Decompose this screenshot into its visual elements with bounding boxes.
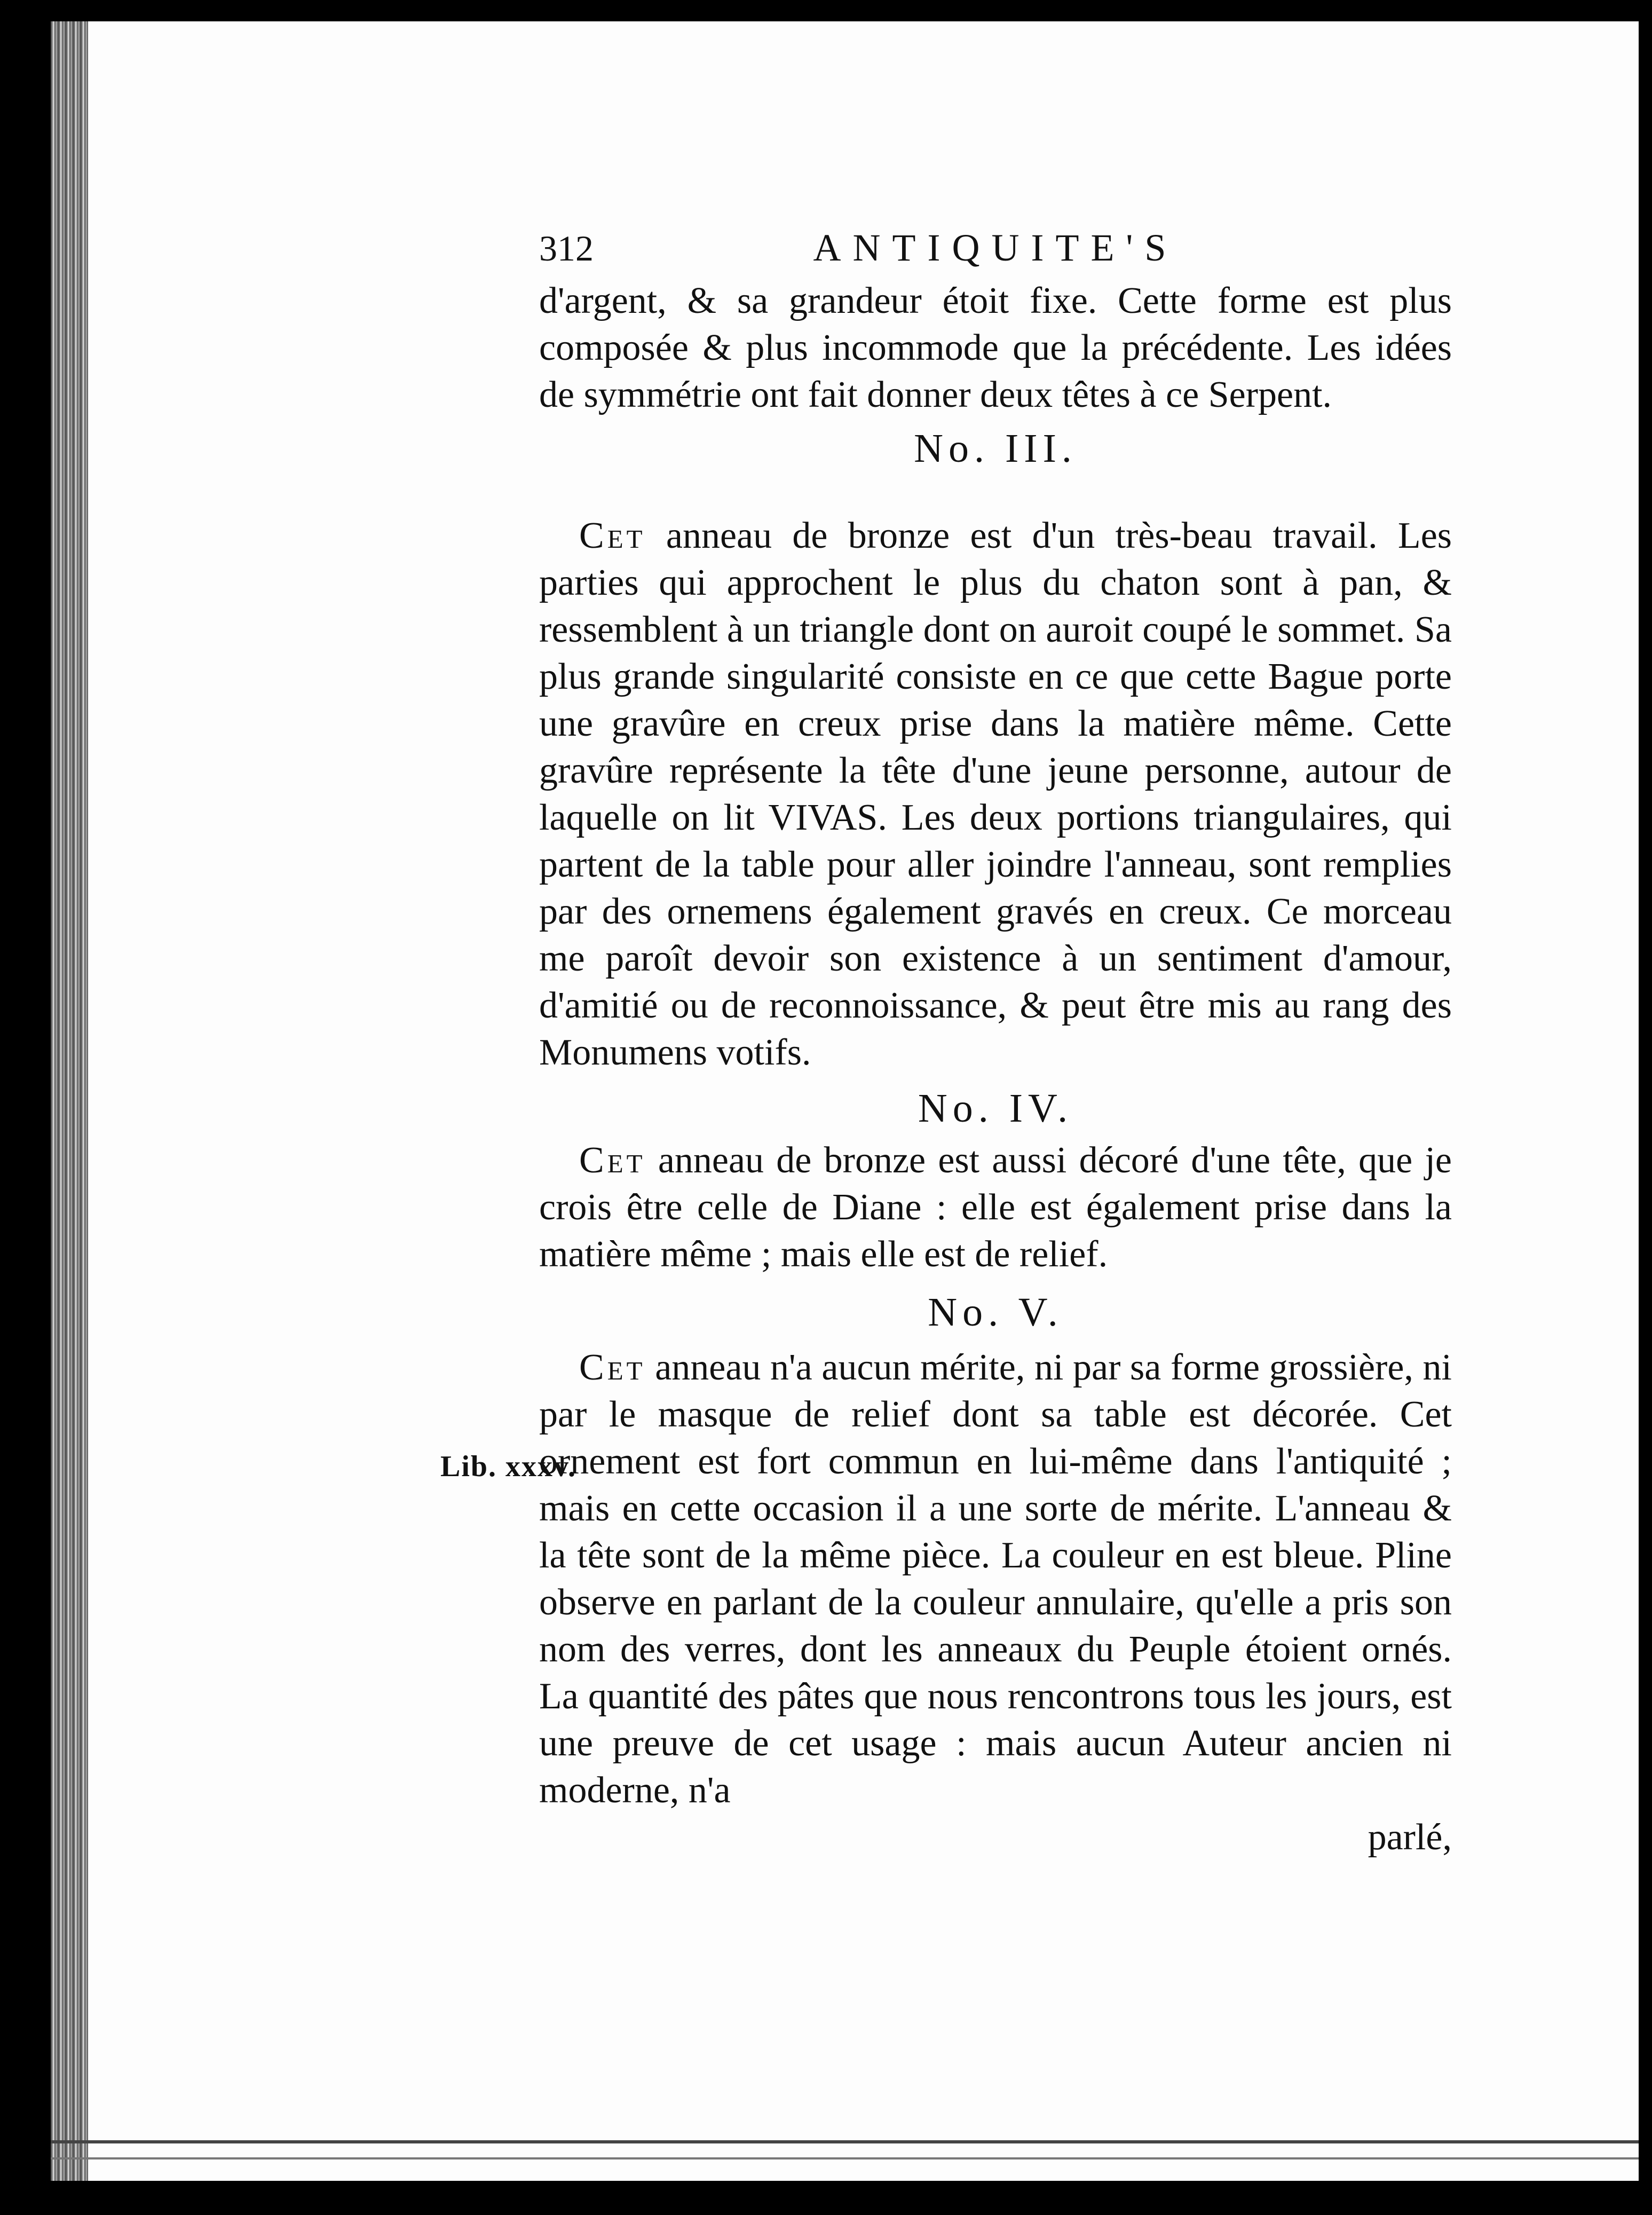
intro-paragraph: d'argent, & sa grandeur étoit fixe. Cette forme est plus composée & plus incommode que la précédente. Les idées de symmétrie ont fait donner deux têtes à ce Serpent. bbox=[539, 280, 1452, 415]
section-paragraph-5 bbox=[539, 1344, 1452, 1814]
section-heading-3: No. III. bbox=[914, 426, 1077, 471]
catchword: parlé, bbox=[1368, 1817, 1452, 1858]
page-bottom-edge bbox=[51, 2140, 1639, 2143]
main-text-column bbox=[539, 224, 1452, 1861]
paragraph-lead-word: Cet bbox=[579, 1140, 646, 1181]
section-paragraph-3 bbox=[539, 513, 1452, 1076]
running-head bbox=[539, 224, 1452, 278]
section-heading-4: No. IV. bbox=[918, 1086, 1073, 1131]
paragraph-text: anneau de bronze est aussi décoré d'une tête, que je crois être celle de Diane : elle est également prise dans la matière même ; mais elle est de relief. bbox=[539, 1140, 1452, 1275]
page-spine-edge bbox=[51, 21, 88, 2181]
paragraph-text: anneau de bronze est d'un très-beau travail. Les parties qui approchent le plus du chaton sont à pan, & ressemblent à un triangle dont on auroit coupé le sommet. Sa plus grande singularité consiste en ce que cette Bague porte une gravûre en creux prise dans la matière même. Cette gravûre représente la tête d'une jeune personne, autour de laquelle on lit VIVAS. Les deux portions triangulaires, qui partent de la table pour aller joindre l'anneau, sont remplies par des ornemens également gravés en creux. Ce morceau me paroît devoir son existence à un sentiment d'amour, d'amitié ou de reconnoissance, & peut être mis au rang des Monumens votifs. bbox=[539, 515, 1452, 1073]
section-paragraph-4 bbox=[539, 1137, 1452, 1278]
page-bottom-edge-lower bbox=[51, 2157, 1639, 2159]
running-title: ANTIQUITE'S bbox=[813, 226, 1178, 269]
page-number: 312 bbox=[539, 228, 594, 269]
margin-note: Lib. xxxv. bbox=[440, 1450, 576, 1483]
paragraph-lead-word: Cet bbox=[579, 1347, 646, 1388]
paragraph-text: anneau n'a aucun mérite, ni par sa forme grossière, ni par le masque de relief dont sa table est décorée. Cet ornement est fort commun en lui-même dans l'antiquité ; mais en cette occasion il a une sorte de mérite. L'anneau & la tête sont de la même pièce. La couleur en est bleue. Pline observe en parlant de la couleur annulaire, qu'elle a pris son nom des verres, dont les anneaux du Peuple étoient ornés. La quantité des pâtes que nous rencontrons tous les jours, est une preuve de cet usage : mais aucun Auteur ancien ni moderne, n'a bbox=[539, 1347, 1452, 1811]
paragraph-lead-word: Cet bbox=[579, 515, 646, 556]
section-heading-5: No. V. bbox=[928, 1290, 1063, 1335]
